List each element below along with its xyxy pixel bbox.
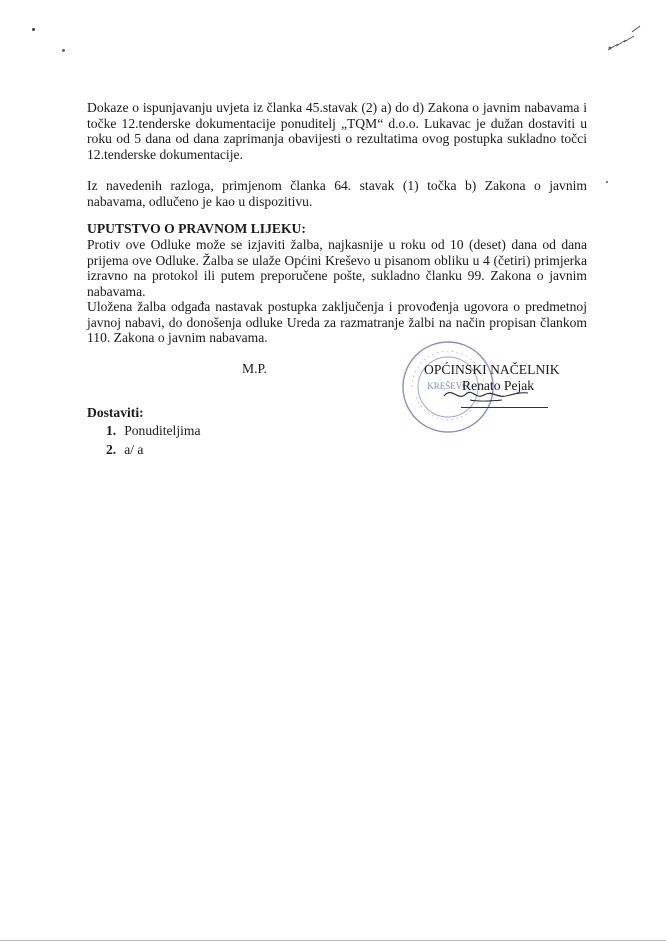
scan-edge-line <box>0 940 666 941</box>
list-item <box>106 421 200 440</box>
recipient-number: 1. <box>106 423 117 438</box>
legal-remedy-heading: UPUTSTVO O PRAVNOM LIJEKU: <box>87 221 306 236</box>
paragraph-decision: Iz navedenih razloga, primjenom članka 64. stavak (1) točka b) Zakona o javnim nabavama, odlučeno je kao u dispozitivu. <box>87 178 587 209</box>
recipient-label: Ponuditeljima <box>124 423 201 438</box>
paragraph-evidence: Dokaze o ispunjavanju uvjeta iz članka 45.stavak (2) a) do d) Zakona o javnim nabavama i točke 12.tenderske dokumentacije ponuditelj „TQM“ d.o.o. Lukavac je dužan dostaviti u roku od 5 dana od dana zaprimanja obavijesti o rezultatima ovog postupka sukladno točci 12.tenderske dokumentacije. <box>87 100 587 162</box>
stamp-place-label: M.P. <box>242 361 267 376</box>
signature-line <box>461 407 548 408</box>
handwritten-signature-icon <box>440 380 530 408</box>
paragraph-appeal: Protiv ove Odluke može se izjaviti žalba, najkasnije u roku od 10 (deset) dana od dana prijema ove Odluke. Žalba se ulaže Općini Kreševo u pisanom obliku u 4 (četiri) primjerka izravno na protokol ili putem preporučene pošte, sukladno članku 99. Zakona o javnim nabavama. <box>87 237 587 299</box>
scan-speck <box>606 181 608 183</box>
corner-scribble-icon <box>604 22 644 54</box>
signatory-title: OPĆINSKI NAČELNIK <box>424 362 560 377</box>
scan-speck <box>32 28 35 31</box>
list-item <box>106 440 200 459</box>
recipients-list <box>106 421 200 459</box>
signatory-name: Renato Pejak <box>462 378 535 393</box>
deliver-to-heading: Dostaviti: <box>87 405 144 420</box>
paragraph-appeal-effect: Uložena žalba odgađa nastavak postupka zaključenja i provođenja ugovora o predmetnoj javnoj nabavi, do donošenja odluke Ureda za razmatranje žalbi na način propisan člankom 110. Zakona o javnim nabavama. <box>87 299 587 346</box>
recipient-number: 2. <box>106 442 117 457</box>
recipient-label: a/ a <box>124 442 144 457</box>
stamp-text: KREŠEVO <box>427 381 469 391</box>
scan-speck <box>62 49 65 52</box>
